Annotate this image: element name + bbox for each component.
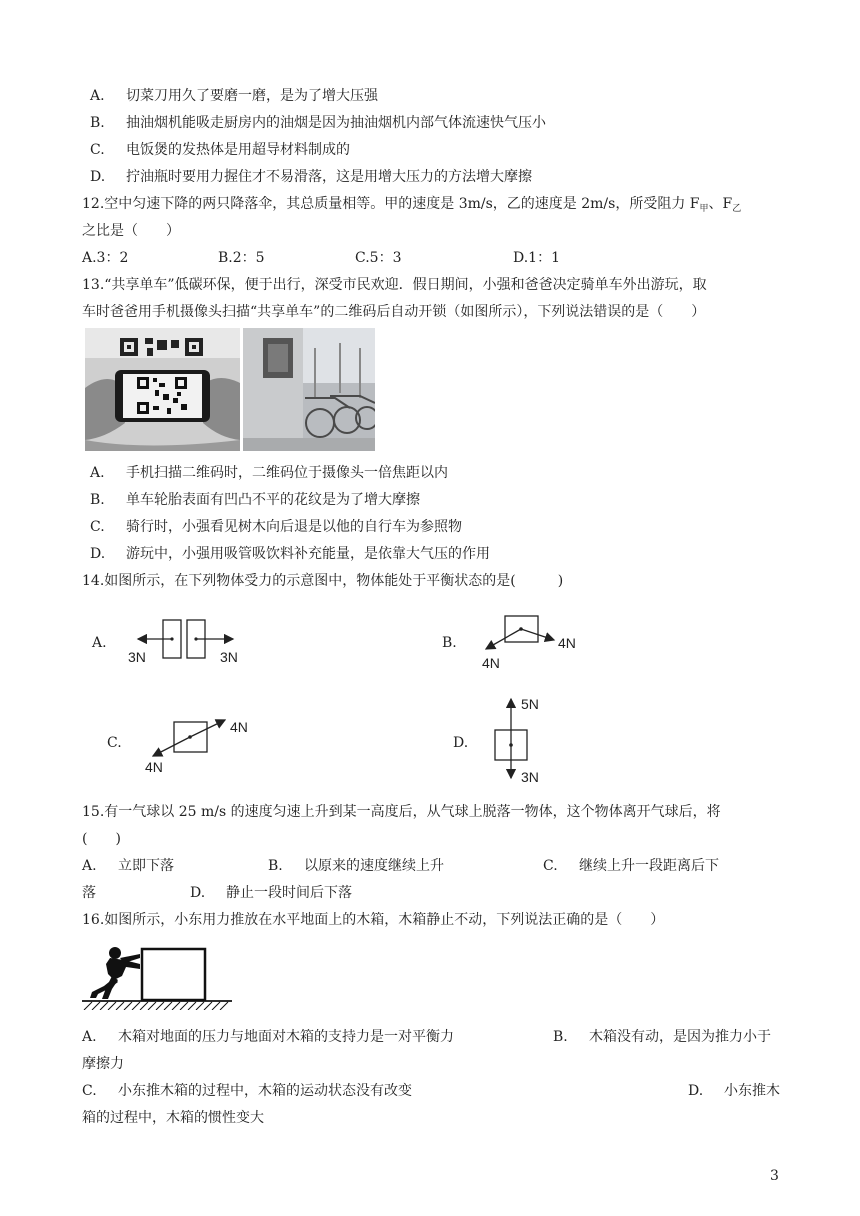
q14-label-a: A. (92, 635, 107, 651)
q14-label-d: D. (453, 735, 469, 751)
q12-option-b: B.2：5 (218, 250, 265, 266)
q14-diagram-a (120, 618, 250, 668)
q12-stem: 12.空中匀速下降的两只降落伞，其总质量相等。甲的速度是 3m/s，乙的速度是 2m/s，所受阻力 $F_甲$、$F_乙$ (82, 196, 742, 214)
q15-option-d: D. 静止一段时间后下落 (190, 885, 352, 901)
q14-b-right-force: 4N (558, 635, 576, 651)
q14-a-left-force: 3N (128, 649, 146, 665)
q16-option-b: B. 木箱没有动，是因为推力小于 (553, 1029, 771, 1045)
q15-stem-cont: ( ) (82, 831, 121, 847)
q14-diagram-d (485, 692, 555, 787)
q14-label-b: B. (442, 635, 457, 651)
q11-option-b: B. 抽油烟机能吸走厨房内的油烟是因为抽油烟机内部气体流速快气压小 (90, 115, 546, 131)
q13-option-b: B. 单车轮胎表面有凹凸不平的花纹是为了增大摩擦 (90, 492, 420, 508)
q15-option-c: C. 继续上升一段距离后下 (543, 858, 719, 874)
q16-option-a: A. 木箱对地面的压力与地面对木箱的支持力是一对平衡力 (82, 1029, 454, 1045)
q16-option-b-cont: 摩擦力 (82, 1056, 124, 1072)
q14-c-down-force: 4N (145, 759, 163, 775)
q16-stem: 16.如图所示，小东用力推放在水平地面上的木箱，木箱静止不动，下列说法正确的是（ ） (82, 912, 665, 928)
page-number: 3 (770, 1168, 779, 1184)
q14-diagram-c (140, 712, 260, 777)
shared-bike-photo (85, 328, 375, 451)
q11-option-a: A. 切菜刀用久了要磨一磨，是为了增大压强 (90, 88, 378, 104)
q16-option-d-cont: 箱的过程中，木箱的惯性变大 (82, 1110, 264, 1126)
q14-d-down-force: 3N (521, 769, 539, 785)
q14-stem: 14.如图所示，在下列物体受力的示意图中，物体能处于平衡状态的是( ) (82, 573, 564, 589)
q14-label-c: C. (107, 735, 122, 751)
q15-option-c-cont: 落 (82, 885, 96, 901)
q12-option-a: A.3：2 (82, 250, 129, 266)
q13-option-d: D. 游玩中，小强用吸管吸饮料补充能量，是依靠大气压的作用 (90, 546, 490, 562)
q12-option-d: D.1：1 (513, 250, 560, 266)
q13-option-a: A. 手机扫描二维码时，二维码位于摄像头一倍焦距以内 (90, 465, 448, 481)
push-box-figure (82, 944, 234, 1010)
q12-stem-cont: 之比是（ ） (82, 223, 180, 239)
q14-a-right-force: 3N (220, 649, 238, 665)
q14-diagram-b (470, 612, 590, 672)
q14-d-up-force: 5N (521, 696, 539, 712)
q16-option-c: C. 小东推木箱的过程中，木箱的运动状态没有改变 (82, 1083, 412, 1099)
q12-option-c: C.5：3 (355, 250, 402, 266)
q13-option-c: C. 骑行时，小强看见树木向后退是以他的自行车为参照物 (90, 519, 462, 535)
q14-c-up-force: 4N (230, 719, 248, 735)
q16-option-d: D. 小东推木 (688, 1083, 780, 1099)
q15-option-b: B. 以原来的速度继续上升 (268, 858, 444, 874)
q11-option-c: C. 电饭煲的发热体是用超导材料制成的 (90, 142, 350, 158)
q11-option-d: D. 拧油瓶时要用力握住才不易滑落，这是用增大压力的方法增大摩擦 (90, 169, 532, 185)
q14-b-left-force: 4N (482, 655, 500, 671)
q15-stem: 15.有一气球以 25 m/s 的速度匀速上升到某一高度后，从气球上脱落一物体，这个物体离开气球后，将 (82, 804, 721, 820)
q13-stem: 13.“共享单车”低碳环保，便于出行，深受市民欢迎．假日期间，小强和爸爸决定骑单车外出游玩，取 (82, 277, 707, 293)
q13-stem-cont: 车时爸爸用手机摄像头扫描“共享单车”的二维码后自动开锁（如图所示），下列说法错误的是（ ） (82, 304, 706, 320)
q15-option-a: A. 立即下落 (82, 858, 174, 874)
